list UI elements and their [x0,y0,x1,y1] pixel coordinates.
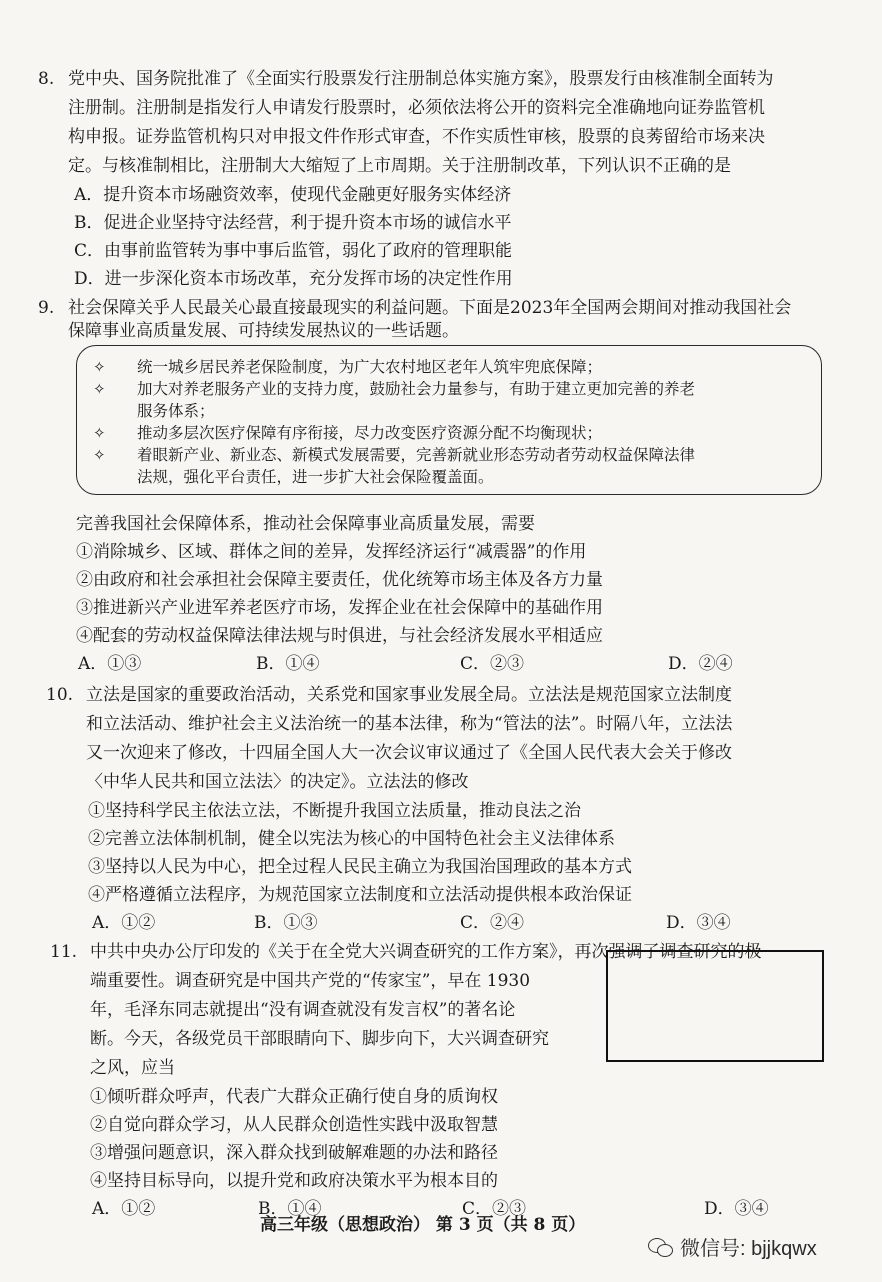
question-10-item: ①坚持科学民主依法立法，不断提升我国立法质量，推动良法之治 [88,801,581,821]
question-9-line: 社会保障关乎人民最关心最直接最现实的利益问题。下面是2023年全国两会期间对推动我国社会 [68,298,792,318]
question-11-item: ④坚持目标导向，以提升党和政府决策水平为根本目的 [90,1171,498,1191]
diamond-bullet-icon: ✧ [93,358,106,376]
question-11-option-d: D．③④ [704,1199,769,1219]
question-9-option-c: C．②③ [460,654,525,674]
question-9-item: ④配套的劳动权益保障法律法规与时俱进，与社会经济发展水平相适应 [76,626,603,646]
question-8-option-d: D．进一步深化资本市场改革，充分发挥市场的决定性作用 [74,269,513,289]
question-11-line: 中共中央办公厅印发的《关于在全党大兴调查研究的工作方案》，再次强调了调查研究的极 [90,942,762,962]
question-10-option-a: A．①② [92,913,156,933]
question-11-line: 年，毛泽东同志就提出“没有调查就没有发言权”的著名论 [90,1000,516,1020]
empty-image-frame [606,950,824,1062]
question-11-number: 11. [50,942,78,962]
topics-box-line: 统一城乡居民养老保险制度，为广大农村地区老年人筑牢兜底保障； [137,358,603,376]
question-10-option-d: D．③④ [666,913,731,933]
question-9-number: 9. [38,298,55,318]
topics-box-line: 推动多层次医疗保障有序衔接，尽力改变医疗资源分配不均衡现状； [137,424,603,442]
question-10-option-c: C．②④ [460,913,525,933]
question-11-line: 之风，应当 [90,1058,175,1078]
question-8-line: 注册制。注册制是指发行人申请发行股票时，必须依法将公开的资料完全准确地向证券监管机 [68,98,765,118]
question-11-option-b: B．①④ [258,1199,322,1219]
question-9-option-d: D．②④ [668,654,733,674]
question-11-item: ③增强问题意识，深入群众找到破解难题的办法和路径 [90,1143,498,1163]
diamond-bullet-icon: ✧ [93,424,106,442]
question-10-item: ③坚持以人民为中心，把全过程人民民主确立为我国治国理政的基本方式 [88,857,632,877]
question-10-number: 10. [46,685,74,705]
question-11-item: ①倾听群众呼声，代表广大群众正确行使自身的质询权 [90,1087,498,1107]
topics-box [76,345,822,495]
question-9-stem: 完善我国社会保障体系，推动社会保障事业高质量发展，需要 [76,514,535,534]
wechat-icon [648,1236,674,1258]
question-11-line: 断。今天，各级党员干部眼睛向下、脚步向下，大兴调查研究 [90,1029,549,1049]
diamond-bullet-icon: ✧ [93,446,106,464]
question-11-option-c: C．②③ [462,1199,527,1219]
topics-box-line: 法规，强化平台责任，进一步扩大社会保险覆盖面。 [137,468,494,486]
question-10-item: ②完善立法体制机制，健全以宪法为核心的中国特色社会主义法律体系 [88,829,615,849]
question-11-option-a: A．①② [92,1199,156,1219]
question-11-item: ②自觉向群众学习，从人民群众创造性实践中汲取智慧 [90,1115,498,1135]
question-8-line: 党中央、国务院批准了《全面实行股票发行注册制总体实施方案》，股票发行由核准制全面转为 [68,69,774,89]
question-10-line: 又一次迎来了修改，十四届全国人大一次会议审议通过了《全国人民代表大会关于修改 [86,743,732,763]
question-8-line: 构申报。证券监管机构只对申报文件作形式审查，不作实质性审核，股票的良莠留给市场来决 [68,127,765,147]
wechat-id: 微信号: bjjkqwx [680,1238,817,1260]
topics-box-line: 服务体系； [137,402,215,420]
topics-box-line: 着眼新产业、新业态、新模式发展需要，完善新就业形态劳动者劳动权益保障法律 [137,446,696,464]
question-8-option-a: A．提升资本市场融资效率，使现代金融更好服务实体经济 [74,185,512,205]
question-10-line: 和立法活动、维护社会主义法治统一的基本法律，称为“管法的法”。时隔八年，立法法 [86,714,733,734]
question-9-item: ②由政府和社会承担社会保障主要责任，优化统筹市场主体及各方力量 [76,570,603,590]
question-9-option-a: A．①③ [78,654,142,674]
page-footer: 高三年级（思想政治） 第 3 页（共 8 页） [260,1215,586,1235]
question-8-line: 定。与核准制相比，注册制大大缩短了上市周期。关于注册制改革，下列认识不正确的是 [68,156,731,176]
wechat-watermark [648,1232,817,1261]
question-8-number: 8. [38,69,55,89]
question-10-option-b: B．①③ [254,913,318,933]
question-9-item: ③推进新兴产业进军养老医疗市场，发挥企业在社会保障中的基础作用 [76,598,603,618]
question-10-line: 〈中华人民共和国立法法〉的决定》。立法法的修改 [86,772,469,792]
question-8-option-b: B．促进企业坚持守法经营，利于提升资本市场的诚信水平 [74,213,512,233]
question-9-item: ①消除城乡、区域、群体之间的差异，发挥经济运行“减震器”的作用 [76,542,587,562]
question-8-option-c: C．由事前监管转为事中事后监管，弱化了政府的管理职能 [74,241,513,261]
diamond-bullet-icon: ✧ [93,380,106,398]
question-9-line: 保障事业高质量发展、可持续发展热议的一些话题。 [68,321,459,341]
question-10-line: 立法是国家的重要政治活动，关系党和国家事业发展全局。立法法是规范国家立法制度 [86,685,732,705]
question-10-item: ④严格遵循立法程序，为规范国家立法制度和立法活动提供根本政治保证 [88,885,632,905]
topics-box-line: 加大对养老服务产业的支持力度，鼓励社会力量参与，有助于建立更加完善的养老 [137,380,696,398]
question-9-option-b: B．①④ [256,654,320,674]
question-11-line: 端重要性。调查研究是中国共产党的“传家宝”，早在 1930 [90,971,531,991]
